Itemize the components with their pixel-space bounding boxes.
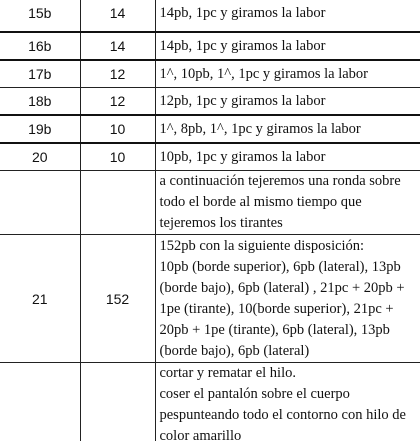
- instruction-line: color amarillo: [159, 428, 242, 441]
- instruction-cell: [155, 115, 420, 143]
- stitch-count-cell: 14: [80, 0, 155, 32]
- row-number-cell: 19b: [0, 115, 80, 143]
- instruction-line: tejeremos los tirantes: [159, 215, 283, 231]
- instruction-cell: [155, 60, 420, 88]
- instruction-cell: [155, 0, 420, 32]
- row-number-cell: [0, 171, 80, 235]
- instruction-cell: [155, 235, 420, 363]
- instruction-line: 10pb (borde superior), 6pb (lateral), 13pb: [159, 258, 401, 275]
- stitch-count-cell: 14: [80, 32, 155, 60]
- row-number-cell: 21: [0, 235, 80, 363]
- instruction-line: pespunteando todo el contorno con hilo de: [159, 407, 406, 423]
- instruction-line: 1pe (tirante), 10(borde superior), 21pc +: [159, 300, 394, 317]
- instruction-cell: [155, 32, 420, 60]
- instruction-line: 1^, 10pb, 1^, 1pc y giramos la labor: [159, 65, 369, 82]
- row-number-cell: 16b: [0, 32, 80, 60]
- table-row: [0, 60, 420, 88]
- instruction-line: coser el pantalón sobre el cuerpo: [159, 386, 350, 402]
- instruction-line: (borde bajo), 6pb (lateral): [159, 342, 310, 359]
- instruction-line: 14pb, 1pc y giramos la labor: [159, 5, 326, 21]
- stitch-count-cell: 152: [80, 235, 155, 363]
- instruction-line: 14pb, 1pc y giramos la labor: [159, 37, 326, 54]
- table-row: [0, 32, 420, 60]
- table-row: [0, 115, 420, 143]
- instruction-line: 12pb, 1pc y giramos la labor: [159, 92, 326, 109]
- instruction-line: 20pb + 1pe (tirante), 6pb (lateral), 13pb: [159, 321, 390, 338]
- instruction-line: (borde bajo), 6pb (lateral) , 21pc + 20pb +: [159, 279, 405, 296]
- row-number-cell: 15b: [0, 0, 80, 32]
- stitch-count-cell: 12: [80, 60, 155, 88]
- stitch-count-cell: 10: [80, 143, 155, 171]
- table-row: [0, 171, 420, 235]
- instruction-cell: [155, 88, 420, 116]
- table-row: [0, 143, 420, 171]
- instruction-cell: [155, 171, 420, 235]
- stitch-count-cell: 10: [80, 115, 155, 143]
- table-row: [0, 88, 420, 116]
- table-row: [0, 0, 420, 32]
- row-number-cell: 18b: [0, 88, 80, 116]
- instruction-line: a continuación tejeremos una ronda sobre: [159, 173, 401, 189]
- instruction-line: 152pb con la siguiente disposición:: [159, 237, 365, 254]
- instruction-line: cortar y rematar el hilo.: [159, 365, 296, 381]
- row-number-cell: 17b: [0, 60, 80, 88]
- instruction-line: todo el borde al mismo tiempo que: [159, 194, 362, 210]
- stitch-count-cell: [80, 171, 155, 235]
- instruction-cell: [155, 143, 420, 171]
- table-row: [0, 363, 420, 441]
- instruction-cell: [155, 363, 420, 441]
- stitch-count-cell: 12: [80, 88, 155, 116]
- row-number-cell: 20: [0, 143, 80, 171]
- instruction-line: 10pb, 1pc y giramos la labor: [159, 148, 326, 165]
- table-row: [0, 235, 420, 363]
- instruction-line: 1^, 8pb, 1^, 1pc y giramos la labor: [159, 120, 361, 137]
- row-number-cell: [0, 363, 80, 441]
- stitch-count-cell: [80, 363, 155, 441]
